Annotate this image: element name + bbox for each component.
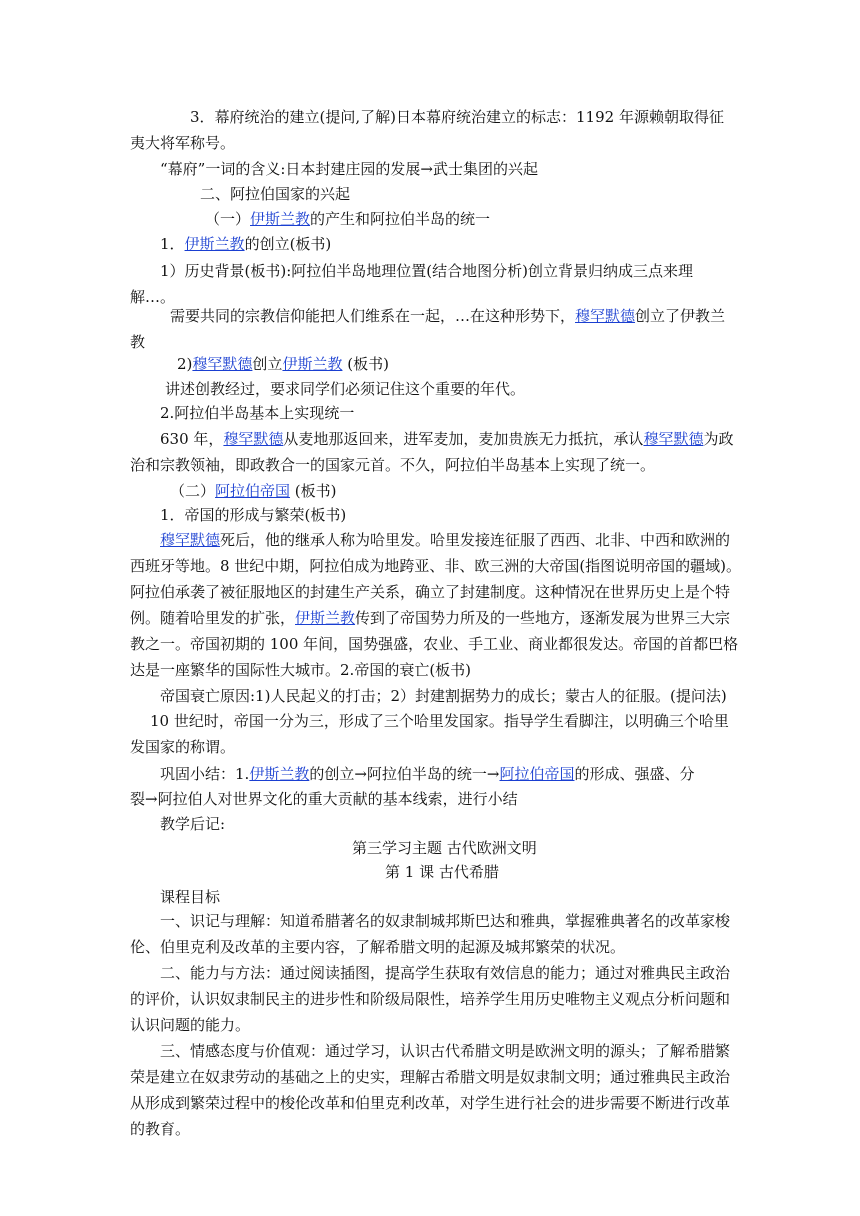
link-muhammad[interactable]: 穆罕默德: [160, 531, 221, 549]
item-unification: 2.阿拉伯半岛基本上实现统一: [160, 404, 355, 422]
item-background-cont: 解…。: [130, 288, 176, 306]
link-arab-empire[interactable]: 阿拉伯帝国: [499, 765, 575, 783]
paragraph-630: 630 年，穆罕默德从麦地那返回来，进军麦加，麦加贵族无力抵抗，承认穆罕默德为政: [160, 430, 734, 448]
link-islam[interactable]: 伊斯兰教: [295, 609, 356, 627]
paragraph-shogunate: 3．幕府统治的建立(提问,了解)日本幕府统治建立的标志：1192 年源赖朝取得征: [190, 108, 724, 126]
paragraph-empire-1: 穆罕默德死后，他的继承人称为哈里发。哈里发接连征服了西西、北非、中西和欧洲的: [160, 531, 731, 549]
link-islam[interactable]: 伊斯兰教: [249, 765, 310, 783]
paragraph-empire-5: 教之一。帝国初期的 100 年间，国势强盛，农业、手工业、商业都很发达。帝国的首都巴格: [130, 635, 739, 653]
paragraph-empire-3: 阿拉伯承袭了被征服地区的封建生产关系，确立了封建制度。这种情况在世界历史上是个特: [130, 583, 731, 601]
paragraph-summary: 巩固小结：1.伊斯兰教的创立→阿拉伯半岛的统一→阿拉伯帝国的形成、强盛、分: [160, 765, 695, 783]
paragraph-story: 讲述创教经过，要求同学们必须记住这个重要的年代。: [165, 380, 526, 398]
item-background: 1）历史背景(板书):阿拉伯半岛地理位置(结合地图分析)创立背景归纳成三点来理: [160, 262, 694, 280]
paragraph-empire-2: 西班牙等地。8 世纪中期，阿拉伯成为地跨亚、非、欧三洲的大帝国(指图说明帝国的疆域)。: [130, 557, 742, 575]
goal-values-cont-3: 的教育。: [130, 1120, 191, 1138]
paragraph-common-faith-cont: 教: [130, 333, 146, 351]
paragraph-decline-split: 10 世纪时，帝国一分为三，形成了三个哈里发国家。指导学生看脚注，以明确三个哈里: [150, 712, 729, 730]
link-muhammad[interactable]: 穆罕默德: [223, 430, 284, 448]
goal-values-cont-1: 荣是建立在奴隶劳动的基础之上的史实，理解古希腊文明是奴隶制文明；通过雅典民主政治: [130, 1068, 731, 1086]
item-muhammad-founds: 2)穆罕默德创立伊斯兰教 (板书): [177, 355, 389, 373]
section-heading-arab: 二、阿拉伯国家的兴起: [200, 185, 351, 203]
teaching-notes-label: 教学后记:: [160, 815, 226, 833]
goal-ability-cont-2: 认识问题的能力。: [130, 1016, 251, 1034]
paragraph-empire-6: 达是一座繁华的国际性大城市。2.帝国的衰亡(板书): [130, 661, 472, 679]
goal-knowledge: 一、识记与理解：知道希腊著名的奴隶制城邦斯巴达和雅典，掌握雅典著名的改革家梭: [160, 912, 731, 930]
paragraph-630-cont: 治和宗教领袖，即政教合一的国家元首。不久，阿拉伯半岛基本上实现了统一。: [130, 456, 656, 474]
link-muhammad[interactable]: 穆罕默德: [575, 307, 636, 325]
theme-title: 第三学习主题 古代欧洲文明: [352, 839, 537, 857]
paragraph-bakufu-meaning: “幕府”一词的含义:日本封建庄园的发展→武士集团的兴起: [160, 160, 538, 178]
paragraph-common-faith: 需要共同的宗教信仰能把人们维系在一起，…在这种形势下，穆罕默德创立了伊教兰: [170, 307, 726, 325]
goal-knowledge-cont: 伦、伯里克利及改革的主要内容，了解希腊文明的起源及城邦繁荣的状况。: [130, 938, 626, 956]
item-empire-formation: 1．帝国的形成与繁荣(板书): [160, 506, 347, 524]
link-arab-empire[interactable]: 阿拉伯帝国: [215, 482, 291, 500]
link-muhammad[interactable]: 穆罕默德: [192, 355, 253, 373]
paragraph-decline-causes: 帝国衰亡原因:1)人民起义的打击；2）封建割据势力的成长；蒙古人的征服。(提问法): [160, 687, 727, 705]
course-goals-heading: 课程目标: [160, 888, 221, 906]
link-islam[interactable]: 伊斯兰教: [282, 355, 343, 373]
link-muhammad[interactable]: 穆罕默德: [643, 430, 704, 448]
paragraph-empire-4: 例。随着哈里发的扩张，伊斯兰教传到了帝国势力所及的一些地方，逐渐发展为世界三大宗: [130, 609, 731, 627]
paragraph-decline-cont: 发国家的称谓。: [130, 738, 236, 756]
goal-ability-cont-1: 的评价，认识奴隶制民主的进步性和阶级局限性，培养学生用历史唯物主义观点分析问题和: [130, 990, 731, 1008]
link-islam[interactable]: 伊斯兰教: [184, 235, 245, 253]
subsection-heading-islam: （一）伊斯兰教的产生和阿拉伯半岛的统一: [205, 210, 491, 228]
subsection-heading-empire: （二）阿拉伯帝国 (板书): [170, 482, 337, 500]
lesson-title: 第 1 课 古代希腊: [385, 863, 499, 881]
goal-ability: 二、能力与方法：通过阅读插图，提高学生获取有效信息的能力；通过对雅典民主政治: [160, 964, 731, 982]
goal-values: 三、情感态度与价值观：通过学习，认识古代希腊文明是欧洲文明的源头；了解希腊繁: [160, 1042, 731, 1060]
link-islam[interactable]: 伊斯兰教: [250, 210, 311, 228]
paragraph-summary-cont: 裂→阿拉伯人对世界文化的重大贡献的基本线索，进行小结: [130, 790, 518, 808]
goal-values-cont-2: 从形成到繁荣过程中的梭伦改革和伯里克利改革，对学生进行社会的进步需要不断进行改革: [130, 1094, 731, 1112]
paragraph-shogunate-cont: 夷大将军称号。: [130, 134, 236, 152]
item-founding-islam: 1．伊斯兰教的创立(板书): [160, 235, 332, 253]
